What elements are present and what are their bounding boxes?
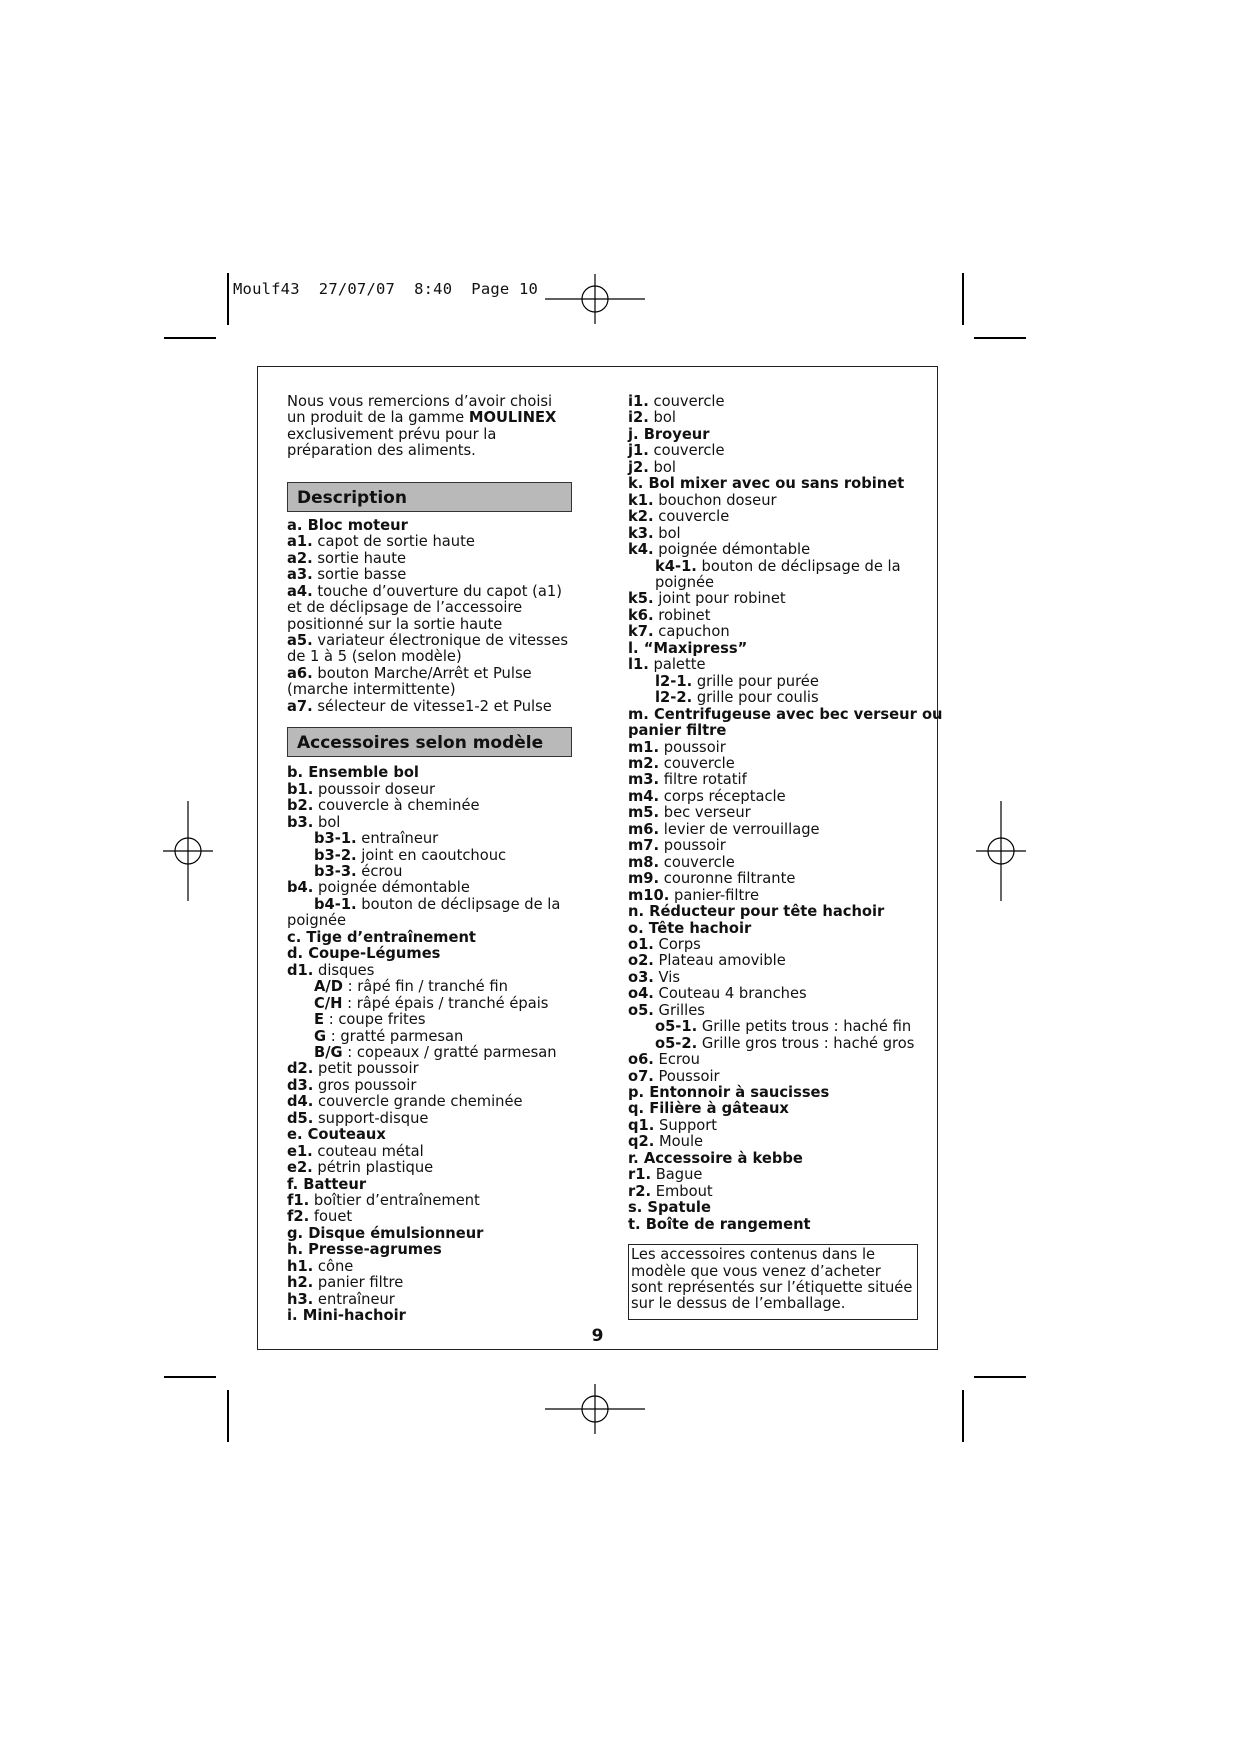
list-item — [628, 888, 918, 904]
item-text: bouchon doseur — [653, 491, 777, 509]
item-code: o3. — [628, 968, 654, 986]
item-code: panier filtre — [628, 722, 727, 740]
item-code: f. Batteur — [287, 1175, 367, 1193]
item-code: o7. — [628, 1067, 654, 1085]
print-slug: Moulf43 27/07/07 8:40 Page 10 — [233, 280, 539, 298]
notice-box: Les accessoires contenus dans le modèle que vous venez d’acheter sont représentés sur l’étiquette située sur le dessus de l’emballage. — [628, 1244, 918, 1320]
list-item — [628, 1003, 918, 1019]
list-item — [287, 534, 572, 550]
item-text: fouet — [309, 1208, 353, 1226]
item-text: grille pour coulis — [692, 689, 819, 707]
item-code: o. Tête hachoir — [628, 919, 752, 937]
item-text: Embout — [651, 1182, 713, 1200]
item-code: k. Bol mixer avec ou sans robinet — [628, 475, 905, 493]
item-text: boîtier d’entraînement — [309, 1192, 480, 1210]
item-code: e1. — [287, 1142, 313, 1160]
list-item — [628, 559, 918, 575]
item-text: bol — [313, 813, 341, 831]
item-text: bol — [653, 524, 681, 542]
item-text: entraîneur — [356, 830, 439, 848]
item-code: b4. — [287, 879, 314, 897]
item-code: m4. — [628, 787, 660, 805]
list-item — [287, 1029, 572, 1045]
list-item — [287, 930, 572, 946]
item-code: l. “Maxipress” — [628, 639, 748, 657]
item-code: o5-2. — [655, 1034, 698, 1052]
item-text: : copeaux / gratté parmesan — [342, 1043, 557, 1061]
item-code: d2. — [287, 1060, 314, 1078]
list-item — [628, 1036, 918, 1052]
item-text: variateur électronique de vitesses de 1 à 5 (selon modèle) — [287, 631, 569, 666]
item-code: f2. — [287, 1208, 310, 1226]
item-code: n. Réducteur pour tête hachoir — [628, 903, 885, 921]
item-code: o2. — [628, 952, 654, 970]
item-text: Corps — [653, 935, 701, 953]
item-code: p. Entonnoir à saucisses — [628, 1084, 830, 1102]
item-text: poussoir — [659, 837, 726, 855]
item-code: m8. — [628, 853, 660, 871]
item-code: k1. — [628, 491, 654, 509]
item-code: k4. — [628, 541, 654, 559]
list-item — [628, 460, 918, 476]
list-item — [287, 666, 572, 699]
item-code: q2. — [628, 1133, 655, 1151]
item-code: r1. — [628, 1166, 652, 1184]
item-code: l1. — [628, 656, 649, 674]
list-item — [628, 937, 918, 953]
list-item — [287, 897, 572, 913]
item-code: f1. — [287, 1192, 310, 1210]
item-text: Vis — [653, 968, 681, 986]
item-text: bouton de déclipsage de la — [696, 557, 901, 575]
list-item — [287, 1127, 572, 1143]
item-text: couvercle — [659, 853, 735, 871]
crop-mark — [227, 273, 229, 325]
list-item — [628, 575, 918, 591]
item-text: couvercle à cheminée — [313, 797, 480, 815]
item-text: grille pour purée — [692, 672, 819, 690]
item-code: b1. — [287, 780, 314, 798]
accessories-list-left — [287, 765, 572, 1324]
item-code: k5. — [628, 590, 654, 608]
item-code: a5. — [287, 631, 313, 649]
item-text: levier de verrouillage — [659, 820, 820, 838]
list-item — [628, 705, 943, 723]
list-item — [287, 584, 572, 633]
item-text: poussoir — [659, 738, 726, 756]
item-text: couvercle — [648, 393, 725, 410]
item-code: h1. — [287, 1257, 314, 1275]
crop-mark — [974, 1376, 1026, 1378]
item-text: cône — [313, 1257, 354, 1275]
item-text: : râpé fin / tranché fin — [342, 978, 508, 996]
item-code: a1. — [287, 533, 313, 551]
item-text: écrou — [356, 862, 403, 880]
item-code: a6. — [287, 664, 313, 682]
item-text: poignée — [655, 573, 715, 591]
list-item — [287, 1012, 572, 1028]
list-item — [287, 1275, 572, 1291]
list-item — [628, 608, 918, 624]
list-item — [287, 1177, 572, 1193]
item-text: Couteau 4 branches — [653, 985, 807, 1003]
item-code: r. Accessoire à kebbe — [628, 1149, 803, 1167]
crop-mark — [164, 337, 216, 339]
item-code: k4-1. — [655, 557, 697, 575]
item-text: bouton de déclipsage de la — [356, 895, 561, 913]
item-text: Poussoir — [653, 1067, 720, 1085]
item-code: c. Tige d’entraînement — [287, 928, 476, 946]
list-item — [287, 551, 572, 567]
list-item — [287, 848, 572, 864]
list-item — [628, 1151, 918, 1167]
list-item — [628, 624, 918, 640]
item-code: b3. — [287, 813, 314, 831]
list-item — [628, 1167, 918, 1183]
item-text: : gratté parmesan — [326, 1027, 464, 1045]
list-item — [287, 1226, 572, 1242]
list-item — [628, 591, 918, 607]
item-code: k6. — [628, 606, 654, 624]
list-item — [628, 904, 918, 920]
item-code: m2. — [628, 754, 660, 772]
list-item — [287, 1045, 572, 1061]
intro-text: préparation des aliments. — [287, 442, 476, 460]
item-code: b4-1. — [314, 895, 357, 913]
intro-text: Nous vous remercions d’avoir choisi — [287, 393, 553, 410]
list-item — [287, 1094, 572, 1110]
item-code: h. Presse-agrumes — [287, 1241, 442, 1259]
item-text: Bague — [651, 1166, 703, 1184]
registration-mark-bottom-icon — [545, 1359, 645, 1459]
registration-mark-top-icon — [545, 249, 645, 349]
crop-mark — [227, 1390, 229, 1442]
description-list — [287, 518, 572, 715]
list-item — [628, 493, 918, 509]
list-item — [287, 864, 572, 880]
list-item — [628, 772, 918, 788]
brand-name: MOULINEX — [468, 409, 557, 427]
list-item — [287, 1160, 572, 1176]
item-code: i. Mini-hachoir — [287, 1307, 406, 1325]
list-item — [628, 410, 918, 426]
list-item — [628, 1200, 918, 1216]
item-code: a3. — [287, 566, 313, 584]
item-text: : râpé épais / tranché épais — [342, 994, 549, 1012]
item-text: gros poussoir — [313, 1076, 417, 1094]
item-text: couvercle — [659, 754, 735, 772]
list-item — [287, 963, 572, 979]
item-code: b. Ensemble bol — [287, 764, 419, 782]
list-item — [287, 699, 572, 715]
item-text: Plateau amovible — [653, 952, 786, 970]
list-item — [628, 443, 918, 459]
list-item — [287, 1308, 572, 1324]
list-item — [628, 427, 918, 443]
page-number: 9 — [591, 1326, 604, 1346]
list-item — [287, 913, 572, 929]
item-code: d1. — [287, 961, 314, 979]
item-code: o1. — [628, 935, 654, 953]
registration-mark-left-icon — [138, 801, 238, 901]
list-item — [628, 1019, 918, 1035]
item-text: pétrin plastique — [312, 1159, 434, 1177]
list-item — [628, 986, 918, 1002]
list-item — [628, 690, 918, 706]
list-item — [287, 633, 572, 666]
list-item — [628, 394, 918, 410]
item-code: e. Couteaux — [287, 1126, 386, 1144]
item-code: i2. — [628, 409, 649, 427]
item-text: sélecteur de vitesse1-2 et Pulse — [312, 697, 552, 715]
list-item — [628, 1101, 918, 1117]
item-code: h2. — [287, 1274, 314, 1292]
item-text: support-disque — [313, 1109, 429, 1127]
item-code: b2. — [287, 797, 314, 815]
list-item — [628, 1134, 918, 1150]
item-text: bouton Marche/Arrêt et Pulse (marche intermittente) — [287, 664, 532, 699]
list-item — [628, 1069, 918, 1085]
list-item — [628, 476, 918, 492]
item-code: m5. — [628, 804, 660, 822]
item-text: Moule — [654, 1133, 704, 1151]
item-text: couronne filtrante — [659, 870, 796, 888]
list-item — [628, 740, 918, 756]
item-text: poignée démontable — [653, 541, 811, 559]
item-code: m9. — [628, 870, 660, 888]
intro-text: un produit de la gamme — [287, 409, 469, 427]
item-code: l2-2. — [655, 689, 693, 707]
item-text: poussoir doseur — [313, 780, 436, 798]
item-text: poignée démontable — [313, 879, 470, 897]
list-item — [287, 1144, 572, 1160]
list-item — [287, 1292, 572, 1308]
item-code: i1. — [628, 393, 649, 410]
item-text: joint pour robinet — [653, 590, 786, 608]
crop-mark — [164, 1376, 216, 1378]
item-text: bec verseur — [659, 804, 751, 822]
item-code: m10. — [628, 886, 670, 904]
list-item — [628, 526, 918, 542]
item-code: m7. — [628, 837, 660, 855]
item-code: d5. — [287, 1109, 314, 1127]
item-code: k2. — [628, 508, 654, 526]
list-item — [628, 970, 918, 986]
item-code: a7. — [287, 697, 313, 715]
item-code: j. Broyeur — [628, 425, 710, 443]
list-item — [287, 765, 572, 781]
item-text: bol — [648, 458, 676, 476]
list-item — [628, 1184, 918, 1200]
item-text: Ecrou — [653, 1051, 700, 1069]
item-code: b3-2. — [314, 846, 357, 864]
crop-mark — [974, 337, 1026, 339]
list-item — [628, 1217, 918, 1233]
item-text: Grille petits trous : haché fin — [697, 1018, 912, 1036]
list-item — [287, 1242, 572, 1258]
item-text: sortie basse — [312, 566, 407, 584]
item-code: j2. — [628, 458, 649, 476]
intro-text: exclusivement prévu pour la — [287, 425, 497, 443]
item-text: panier filtre — [313, 1274, 404, 1292]
item-text: Grilles — [653, 1001, 705, 1019]
item-code: g. Disque émulsionneur — [287, 1224, 484, 1242]
list-item — [628, 805, 918, 821]
item-code: B/G — [314, 1043, 343, 1061]
list-item — [628, 657, 918, 673]
item-code: k7. — [628, 623, 654, 641]
item-text: robinet — [653, 606, 711, 624]
list-item — [628, 723, 918, 739]
item-text: Support — [654, 1116, 718, 1134]
item-text: entraîneur — [313, 1290, 395, 1308]
accessories-list-right — [628, 393, 943, 1233]
registration-mark-right-icon — [951, 801, 1051, 901]
list-item — [287, 815, 572, 831]
list-item — [287, 831, 572, 847]
item-code: d4. — [287, 1093, 314, 1111]
item-code: o5. — [628, 1001, 654, 1019]
item-code: a2. — [287, 549, 313, 567]
list-item — [628, 871, 918, 887]
list-item — [628, 1052, 918, 1068]
list-item — [628, 921, 918, 937]
list-item — [287, 1111, 572, 1127]
item-code: o6. — [628, 1051, 654, 1069]
right-column — [628, 393, 943, 1320]
item-text: couteau métal — [312, 1142, 424, 1160]
item-code: C/H — [314, 994, 343, 1012]
list-item — [628, 1118, 918, 1134]
item-text: poignée — [287, 912, 347, 930]
list-item — [287, 518, 572, 534]
item-code: j1. — [628, 442, 649, 460]
item-code: d3. — [287, 1076, 314, 1094]
item-code: o5-1. — [655, 1018, 698, 1036]
item-text: bol — [648, 409, 676, 427]
item-code: E — [314, 1011, 325, 1029]
item-code: m1. — [628, 738, 660, 756]
crop-mark — [962, 1390, 964, 1442]
list-item — [287, 1209, 572, 1225]
left-column — [287, 394, 572, 1325]
item-code: r2. — [628, 1182, 652, 1200]
item-text: filtre rotatif — [659, 771, 747, 789]
item-code: a4. — [287, 582, 313, 600]
item-code: t. Boîte de rangement — [628, 1215, 811, 1233]
list-item — [628, 674, 918, 690]
item-code: m3. — [628, 771, 660, 789]
item-code: b3-1. — [314, 830, 357, 848]
item-text: couvercle — [648, 442, 725, 460]
list-item — [287, 567, 572, 583]
item-text: corps réceptacle — [659, 787, 786, 805]
list-item — [628, 1085, 918, 1101]
item-code: m. Centrifugeuse avec bec verseur ou — [628, 705, 943, 723]
list-item — [287, 946, 572, 962]
item-text: sortie haute — [312, 549, 407, 567]
item-text: touche d’ouverture du capot (a1) et de déclipsage de l’accessoire positionné sur la sortie haute — [287, 582, 562, 633]
list-item — [287, 1078, 572, 1094]
item-text: Grille gros trous : haché gros — [697, 1034, 915, 1052]
item-code: e2. — [287, 1159, 313, 1177]
item-text: panier-filtre — [669, 886, 759, 904]
item-text: couvercle — [653, 508, 730, 526]
item-text: couvercle grande cheminée — [313, 1093, 523, 1111]
list-item — [628, 542, 918, 558]
list-item — [287, 798, 572, 814]
item-code: d. Coupe-Légumes — [287, 945, 441, 963]
intro-paragraph — [287, 394, 572, 460]
list-item — [628, 756, 918, 772]
list-item — [628, 855, 918, 871]
list-item — [287, 1193, 572, 1209]
item-text: disques — [313, 961, 375, 979]
list-item — [287, 782, 572, 798]
list-item — [287, 1061, 572, 1077]
item-text: capot de sortie haute — [312, 533, 475, 551]
item-code: l2-1. — [655, 672, 693, 690]
accessories-heading: Accessoires selon modèle — [287, 727, 572, 757]
item-code: o4. — [628, 985, 654, 1003]
item-code: q1. — [628, 1116, 655, 1134]
list-item — [628, 838, 918, 854]
item-code: a. Bloc moteur — [287, 516, 408, 534]
list-item — [628, 822, 918, 838]
item-text: petit poussoir — [313, 1060, 419, 1078]
item-code: A/D — [314, 978, 343, 996]
item-code: b3-3. — [314, 862, 357, 880]
item-code: q. Filière à gâteaux — [628, 1100, 789, 1118]
item-code: h3. — [287, 1290, 314, 1308]
list-item — [287, 1259, 572, 1275]
item-code: m6. — [628, 820, 660, 838]
crop-mark — [962, 273, 964, 325]
list-item — [287, 880, 572, 896]
description-heading: Description — [287, 482, 572, 512]
item-code: k3. — [628, 524, 654, 542]
list-item — [628, 953, 918, 969]
item-text: palette — [648, 656, 706, 674]
item-code: s. Spatule — [628, 1199, 711, 1217]
list-item — [287, 996, 572, 1012]
item-text: joint en caoutchouc — [356, 846, 507, 864]
list-item — [628, 641, 918, 657]
list-item — [628, 509, 918, 525]
list-item — [287, 979, 572, 995]
item-text: : coupe frites — [324, 1011, 426, 1029]
item-text: capuchon — [653, 623, 730, 641]
item-code: G — [314, 1027, 327, 1045]
list-item — [628, 789, 918, 805]
